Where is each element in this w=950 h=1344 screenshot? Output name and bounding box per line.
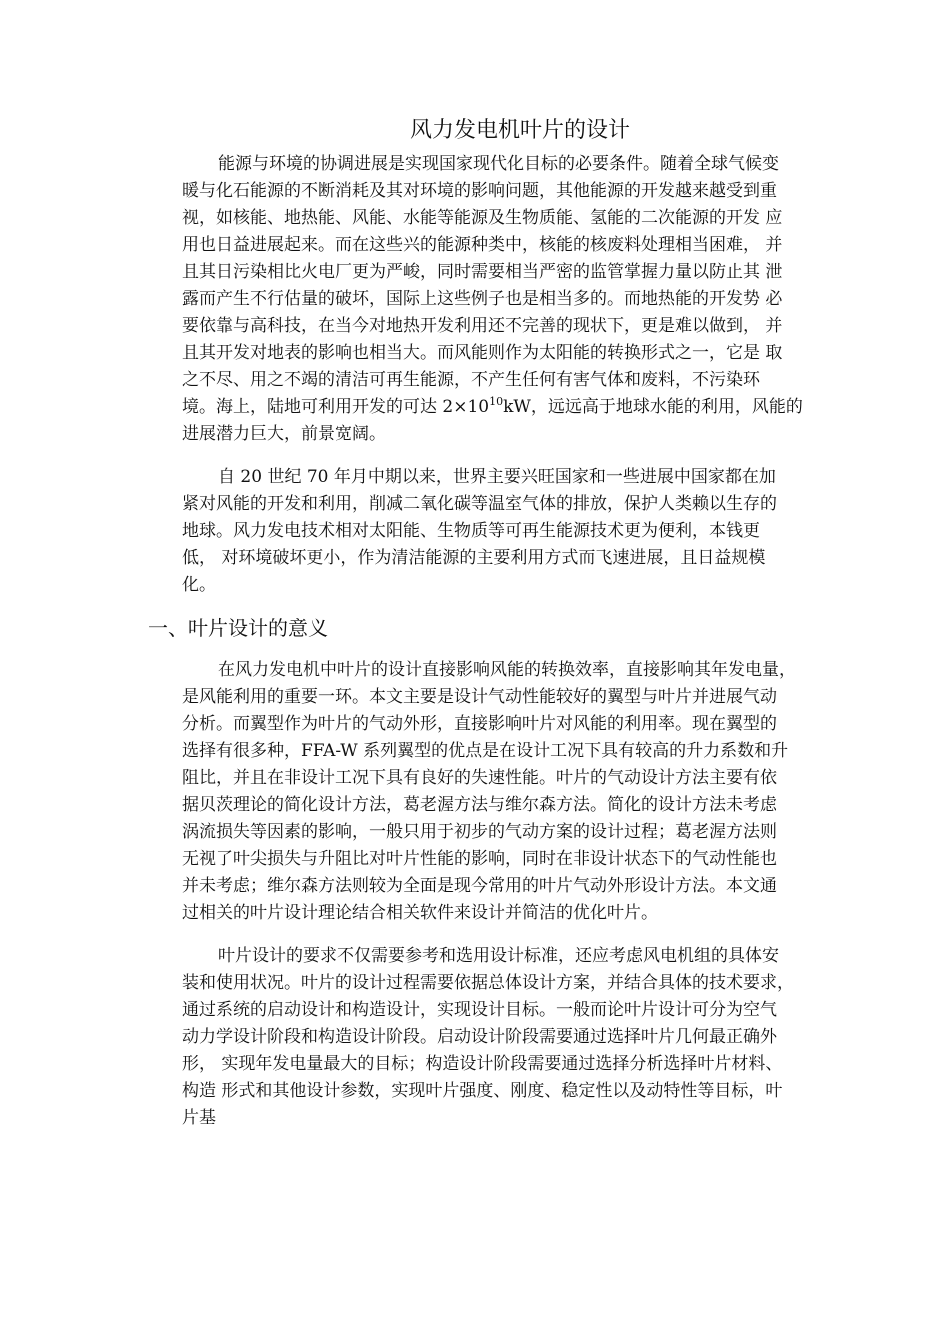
text-line: 装和使用状况。叶片的设计过程需要依据总体设计方案，并结合具体的技术要求， xyxy=(182,973,794,993)
text-line: 自 20 世纪 70 年月中期以来，世界主要兴旺国家和一些进展中国家都在加 xyxy=(218,467,776,487)
paragraph-energy-environment xyxy=(182,151,854,448)
text-line: 且其日污染相比火电厂更为严峻，同时需要相当严密的监管掌握力量以防止其 泄 xyxy=(182,262,783,282)
text-line: 暖与化石能源的不断消耗及其对环境的影响问题，其他能源的开发越来越受到重 xyxy=(182,181,777,201)
text-line: 露而产生不行估量的破坏，国际上这些例子也是相当多的。而地热能的开发势 必 xyxy=(182,289,783,309)
text-line: 地球。风力发电技术相对太阳能、生物质等可再生能源技术更为便利，本钱更 xyxy=(182,521,760,541)
text-line: 形， 实现年发电量最大的目标；构造设计阶段需要通过选择分析选择叶片材料、 xyxy=(182,1054,783,1074)
text-line: 无视了叶尖损失与升阻比对叶片性能的影响，同时在非设计状态下的气动性能也 xyxy=(182,849,777,869)
text-line: 选择有很多种，FFA-W 系列翼型的优点是在设计工况下具有较高的升力系数和升 xyxy=(182,741,789,761)
text-line: 片基 xyxy=(182,1108,216,1128)
paragraph-blade-design-significance xyxy=(182,657,854,927)
text-line: 并未考虑；维尔森方法则较为全面是现今常用的叶片气动外形设计方法。本文通 xyxy=(182,876,777,896)
text-line: 阻比，并且在非设计工况下具有良好的失速性能。叶片的气动设计方法主要有依 xyxy=(182,768,777,788)
document-title: 风力发电机叶片的设计 xyxy=(409,118,630,143)
text-line: 化。 xyxy=(182,575,216,595)
text-line: 能源与环境的协调进展是实现国家现代化目标的必要条件。随着全球气候变 xyxy=(218,154,779,174)
text-line: 过相关的叶片设计理论结合相关软件来设计并简洁的优化叶片。 xyxy=(182,903,658,923)
text-line: 要依靠与高科技，在当今对地热开发利用还不完善的现状下，更是难以做到， 并 xyxy=(182,316,783,336)
text-line: 视，如核能、地热能、风能、水能等能源及生物质能、氢能的二次能源的开发 应 xyxy=(182,208,783,228)
paragraph-blade-design-requirements xyxy=(182,943,854,1132)
text-line: 进展潜力巨大，前景宽阔。 xyxy=(182,424,386,444)
text-line: 动力学设计阶段和构造设计阶段。启动设计阶段需要通过选择叶片几何最正确外 xyxy=(182,1027,777,1047)
paragraph-wind-development xyxy=(182,464,854,599)
text-line: 低， 对环境破坏更小，作为清洁能源的主要利用方式而飞速进展，且日益规模 xyxy=(182,548,766,568)
text-line: 据贝茨理论的简化设计方法，葛老渥方法与维尔森方法。简化的设计方法未考虑 xyxy=(182,795,777,815)
text-line: 涡流损失等因素的影响，一般只用于初步的气动方案的设计过程；葛老渥方法则 xyxy=(182,822,777,842)
superscript-exponent: 10 xyxy=(489,395,504,408)
text-line: 之不尽、用之不竭的清洁可再生能源，不产生任何有害气体和废料，不污染环 xyxy=(182,370,760,390)
text-line: 在风力发电机中叶片的设计直接影响风能的转换效率，直接影响其年发电量， xyxy=(218,660,796,680)
text-line: 构造 形式和其他设计参数，实现叶片强度、刚度、稳定性以及动特性等目标，叶 xyxy=(182,1081,783,1101)
text-line: 用也日益进展起来。而在这些兴的能源种类中，核能的核废料处理相当困难， 并 xyxy=(182,235,783,255)
text-line: 是风能利用的重要一环。本文主要是设计气动性能较好的翼型与叶片并进展气动 xyxy=(182,687,777,707)
text-line: 通过系统的启动设计和构造设计，实现设计目标。一般而论叶片设计可分为空气 xyxy=(182,1000,777,1020)
section-heading: 一、叶片设计的意义 xyxy=(148,616,328,640)
text-line-with-superscript xyxy=(182,394,854,421)
text-line: 分析。而翼型作为叶片的气动外形，直接影响叶片对风能的利用率。现在翼型的 xyxy=(182,714,777,734)
text-fragment: kW，远远高于地球水能的利用，风能的 xyxy=(503,397,803,417)
text-line: 叶片设计的要求不仅需要参考和选用设计标准，还应考虑风电机组的具体安 xyxy=(218,946,779,966)
text-line: 且其开发对地表的影响也相当大。而风能则作为太阳能的转换形式之一，它是 取 xyxy=(182,343,783,363)
text-fragment: 境。海上，陆地可利用开发的可达 2×10 xyxy=(182,397,490,417)
text-line: 紧对风能的开发和利用，削减二氧化碳等温室气体的排放，保护人类赖以生存的 xyxy=(182,494,777,514)
